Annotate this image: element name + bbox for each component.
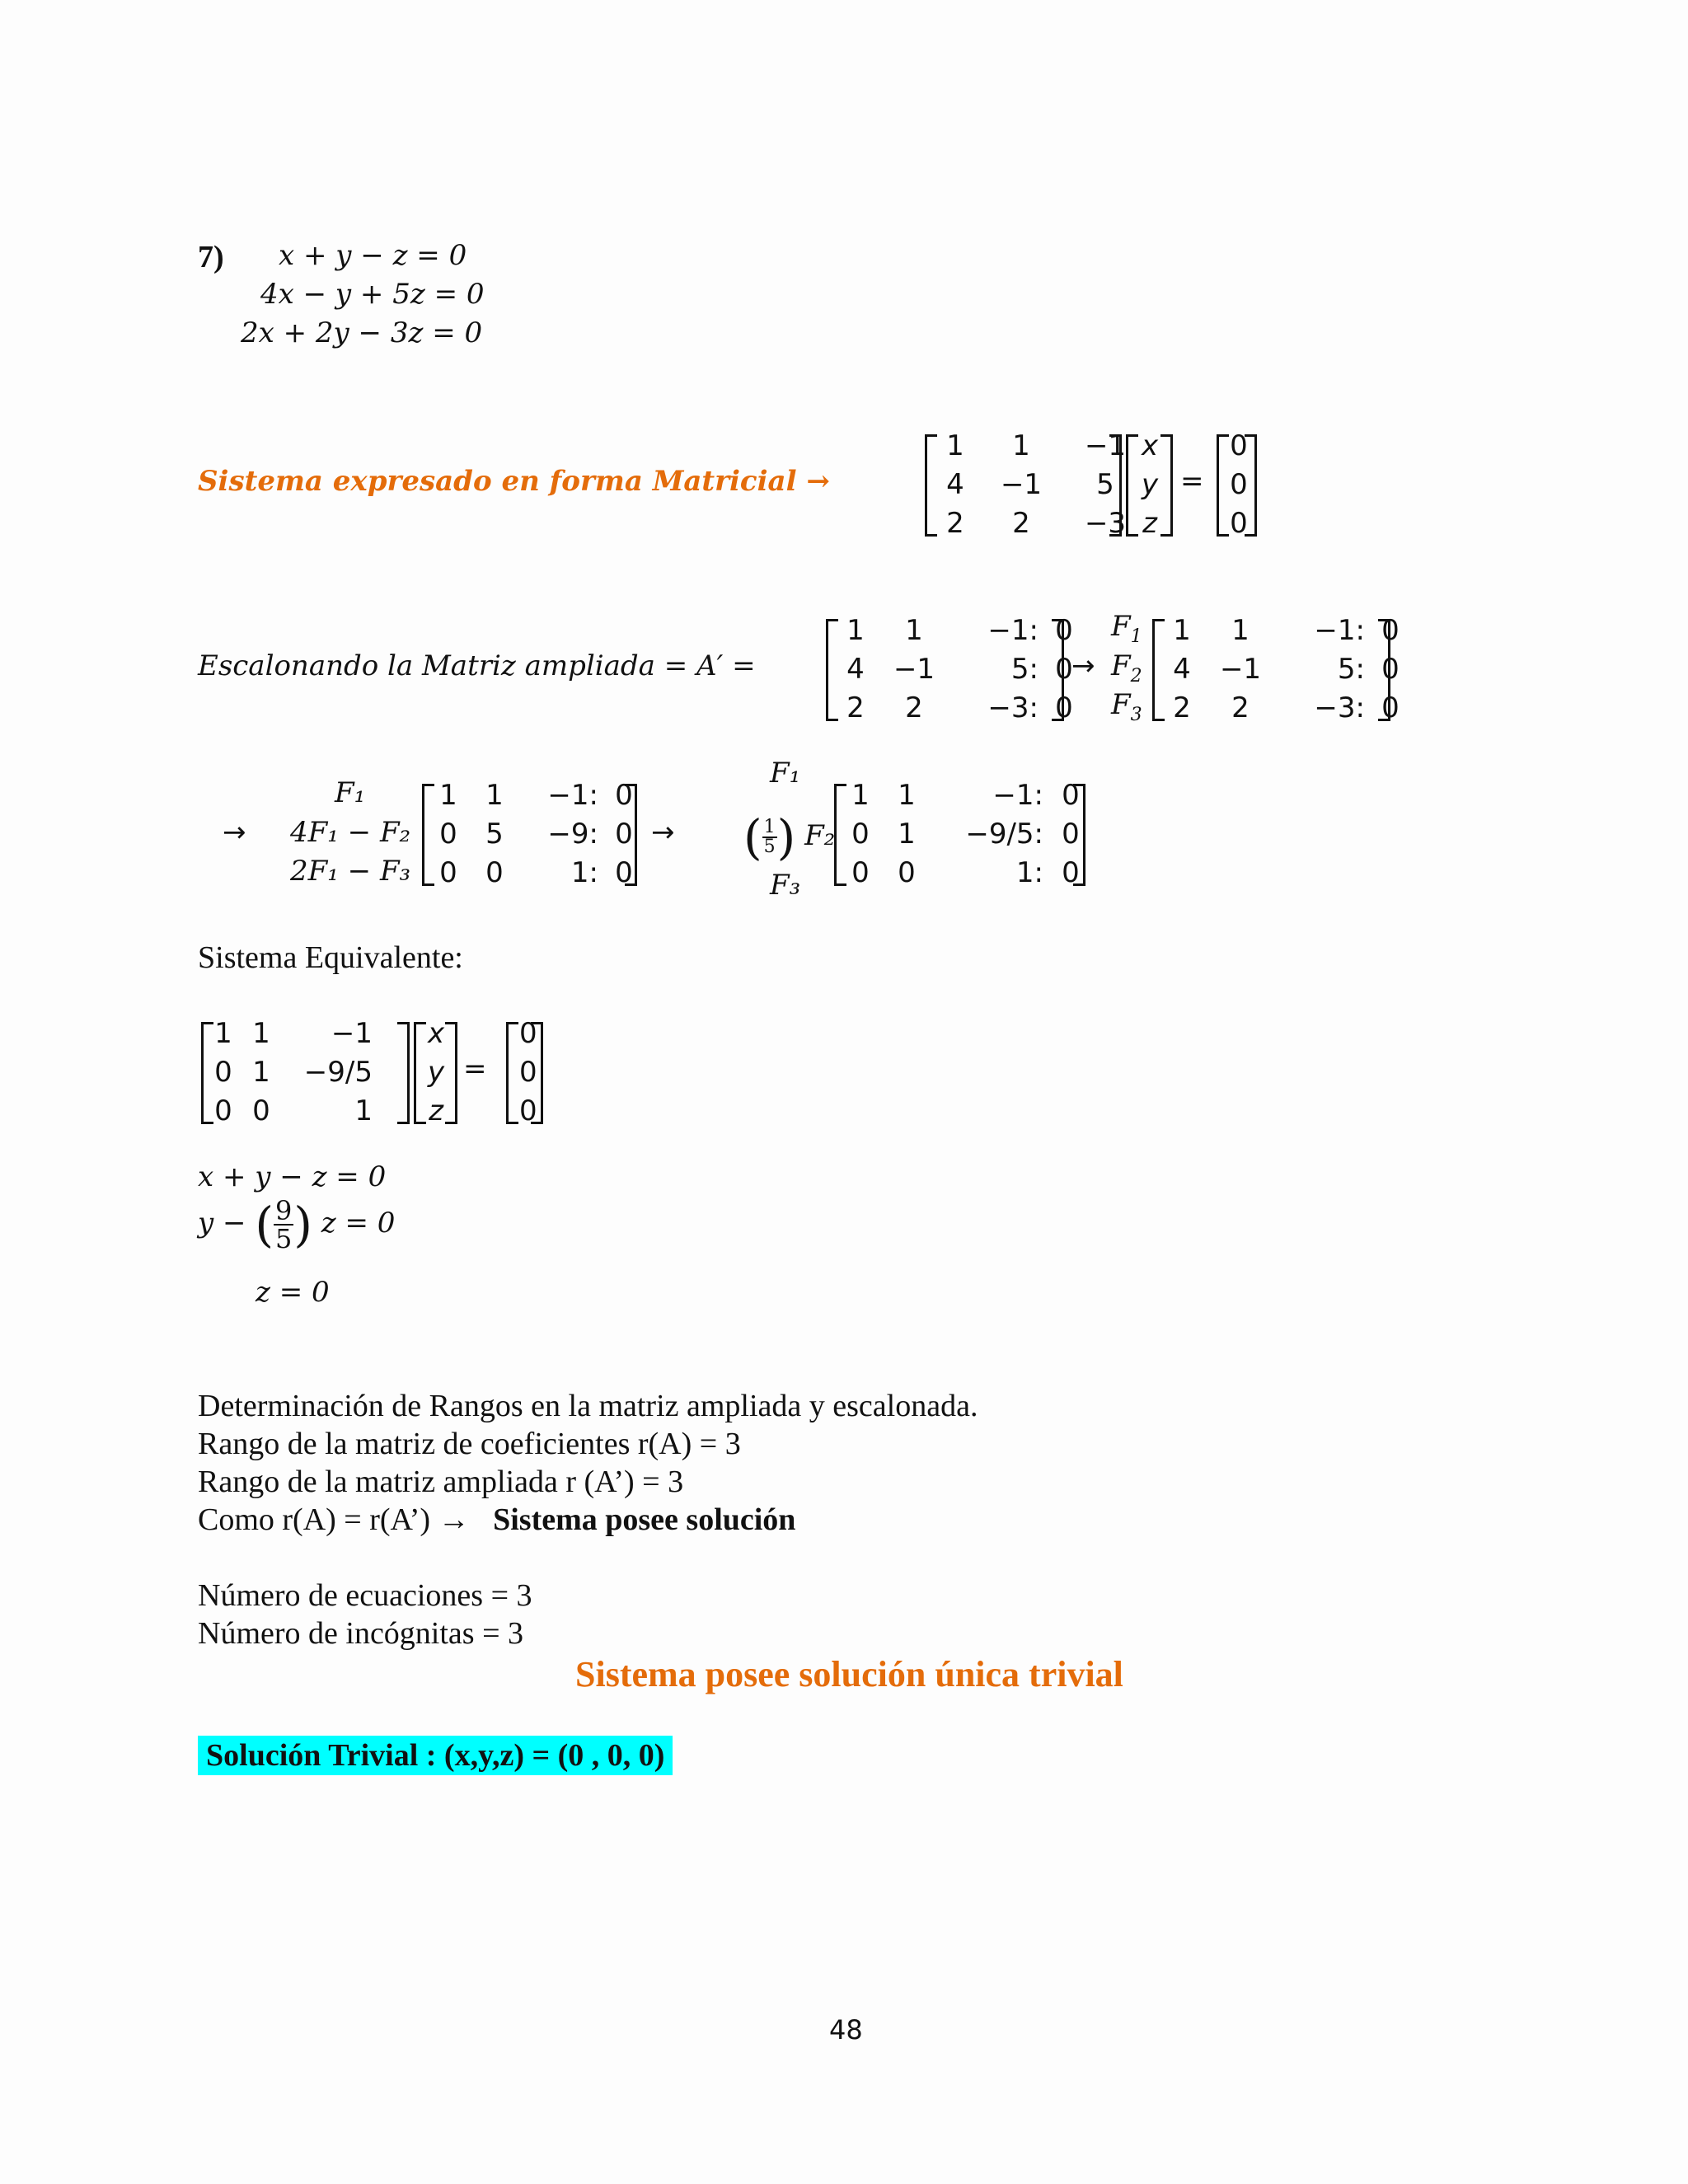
step2-matrix: 1 1 −1: 0 0 5 −9: 0 0 0 1: 0 [439,779,633,889]
bracket-right [1052,619,1064,721]
bracket-right [445,1022,457,1124]
rhs-vector: 0 0 0 [1230,429,1248,540]
bracket-right [1073,784,1085,886]
bracket-right [1160,434,1173,537]
variable-vector: x y z [427,1017,445,1127]
equation-1: x + y − z = 0 [279,239,467,272]
equivalente-heading: Sistema Equivalente: [198,940,463,975]
augmented-matrix-copy: 1 1 −1: 0 4 −1 5: 0 2 2 −3: 0 [1173,614,1400,724]
equivalent-eq-3: z = 0 [256,1276,330,1309]
row-op-3: 2F₁ − F₃ [290,855,411,888]
equals-sign: = [463,1052,487,1085]
page-number: 48 [829,2014,863,2046]
equation-2: 4x − y + 5z = 0 [260,278,485,311]
row-op-2: 4F₁ − F₂ [290,816,411,849]
equivalent-matrix: 1 1 −1 0 1 −9/5 0 0 1 [214,1017,373,1127]
row-label-f1: F₁ [770,757,801,790]
rhs-vector: 0 0 0 [519,1017,537,1127]
conclusion-heading: Sistema posee solución única trivial [575,1654,1123,1694]
bracket-right [1245,434,1257,537]
arrow: → [1071,649,1095,682]
solution-highlight: Solución Trivial : (x,y,z) = (0 , 0, 0) [198,1736,673,1775]
rangos-line-1: Determinación de Rangos en la matriz ampliada y escalonada. [198,1389,978,1423]
augmented-matrix: 1 1 −1: 0 4 −1 5: 0 2 2 −3: 0 [846,614,1073,724]
bracket-right [625,784,637,886]
rangos-conclusion: Sistema posee solución [493,1502,796,1537]
equivalent-eq-2: y − ( $\frac{9}{5}$ ) z = 0 [198,1195,396,1254]
rangos-line-2: Rango de la matriz de coeficientes r(A) = 3 [198,1427,741,1461]
row-label-f1: $F_1$ [1111,610,1142,647]
escalonando-label: Escalonando la Matriz ampliada = A′ = [198,649,756,682]
variable-vector: x y z [1141,429,1159,540]
row-label-f3: F₃ [770,869,801,902]
rangos-line-4: Como r(A) = r(A’) → Sistema posee solución [198,1502,796,1537]
incognitas-count: Número de incógnitas = 3 [198,1616,524,1651]
step3-matrix: 1 1 −1: 0 0 1 −9/5: 0 0 0 1: 0 [851,779,1080,889]
equivalent-eq-1: x + y − z = 0 [198,1160,387,1193]
row-op-fifth: ( $\frac{1}{5}$ ) F₂ [743,809,836,865]
ecuaciones-count: Número de ecuaciones = 3 [198,1578,532,1613]
coefficient-matrix: 1 1 −1 4 −1 5 2 2 −3 [946,429,1127,540]
equation-3: 2x + 2y − 3z = 0 [241,316,483,349]
row-label-f3: $F_3$ [1111,688,1142,725]
bracket-right [531,1022,543,1124]
arrow: → [223,816,246,849]
problem-number: 7) [198,240,224,274]
bracket-right [1378,619,1390,721]
row-label-f2: $F_2$ [1111,649,1142,687]
bracket-right [1109,434,1122,537]
rangos-line-3: Rango de la matriz ampliada r (A’) = 3 [198,1465,684,1499]
arrow: → [651,816,675,849]
bracket-right [397,1022,410,1124]
row-op-1: F₁ [335,776,366,809]
matricial-label: Sistema expresado en forma Matricial → [198,465,830,498]
equals-sign: = [1180,465,1204,498]
